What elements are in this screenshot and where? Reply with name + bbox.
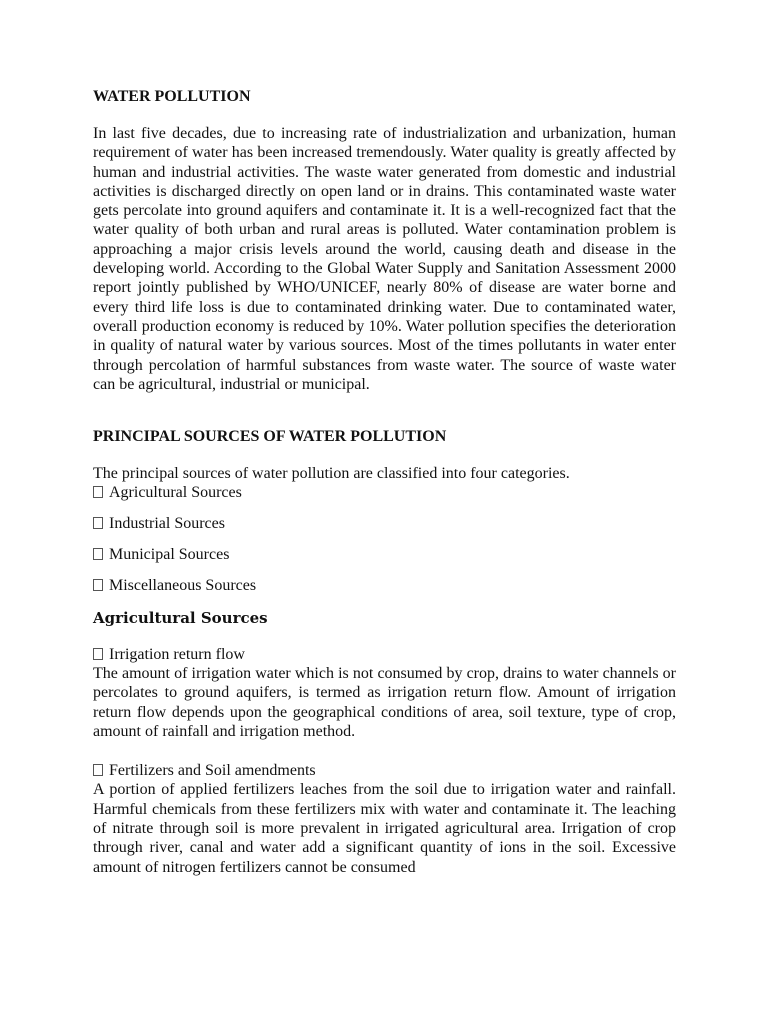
intro-paragraph: In last five decades, due to increasing rate of industrialization and urbanization, human requirement of water has been increased tremendously. Water quality is greatly affected by human and industrial activities. The waste water generated from domestic and industrial activities is discharged directly on open land or in drains. This contaminated waste water gets percolate into ground aquifers and contaminate it. It is a well-recognized fact that the water quality of both urban and rural areas is polluted. Water contamination problem is approaching a major crisis levels around the world, causing death and disease in the developing world. According to the Global Water Supply and Sanitation Assessment 2000 report jointly published by WHO/UNICEF, nearly 80% of disease are water borne and every third life loss is due to contaminated drinking water. Due to contaminated water, overall production economy is reduced by 10%. Water pollution specifies the deterioration in quality of natural water by various sources. Most of the times pollutants in water enter through percolation of harmful substances from waste water. The source of waste water can be agricultural, industrial or municipal. — [93, 125, 676, 393]
missing-glyph-box-icon — [93, 764, 103, 776]
spacer — [93, 741, 676, 761]
page-title: WATER POLLUTION — [93, 88, 251, 105]
principal-sources-intro: The principal sources of water pollution are classified into four categories. — [93, 465, 570, 483]
list-item-municipal — [93, 545, 676, 564]
missing-glyph-box-icon — [93, 648, 103, 660]
point-title: Irrigation return flow — [109, 646, 245, 664]
point-irrigation-return-flow-title — [93, 645, 676, 664]
list-item-label: Industrial Sources — [109, 515, 225, 533]
document-content — [93, 86, 676, 877]
agricultural-sources-heading: Agricultural Sources — [93, 609, 268, 628]
list-item-label: Agricultural Sources — [109, 484, 242, 502]
list-item-agricultural — [93, 483, 676, 502]
missing-glyph-box-icon — [93, 548, 103, 560]
list-item-label: Miscellaneous Sources — [109, 577, 257, 595]
missing-glyph-box-icon — [93, 517, 103, 529]
list-item-miscellaneous — [93, 576, 676, 595]
spacer — [93, 394, 676, 414]
point-fertilizers-title — [93, 761, 676, 780]
missing-glyph-box-icon — [93, 486, 103, 498]
point-title: Fertilizers and Soil amendments — [109, 762, 316, 780]
missing-glyph-box-icon — [93, 579, 103, 591]
point-fertilizers-body: A portion of applied fertilizers leaches from the soil due to irrigation water and rainfall. Harmful chemicals from these fertilizers mix with water and contaminate it. The leaching of nitrate through soil is more prevalent in irrigated agricultural area. Irrigation of crop through river, canal and water add a significant quantity of ions in the soil. Excessive amount of nitrogen fertilizers cannot be consumed — [93, 781, 676, 876]
principal-sources-heading: PRINCIPAL SOURCES OF WATER POLLUTION — [93, 428, 447, 446]
point-irrigation-return-flow-body: The amount of irrigation water which is not consumed by crop, drains to water channels or percolates to ground aquifers, is termed as irrigation return flow. Amount of irrigation return flow depends upon the geographical conditions of area, soil texture, type of crop, amount of rainfall and irrigation method. — [93, 665, 676, 741]
list-item-label: Municipal Sources — [109, 546, 230, 564]
list-item-industrial — [93, 514, 676, 533]
